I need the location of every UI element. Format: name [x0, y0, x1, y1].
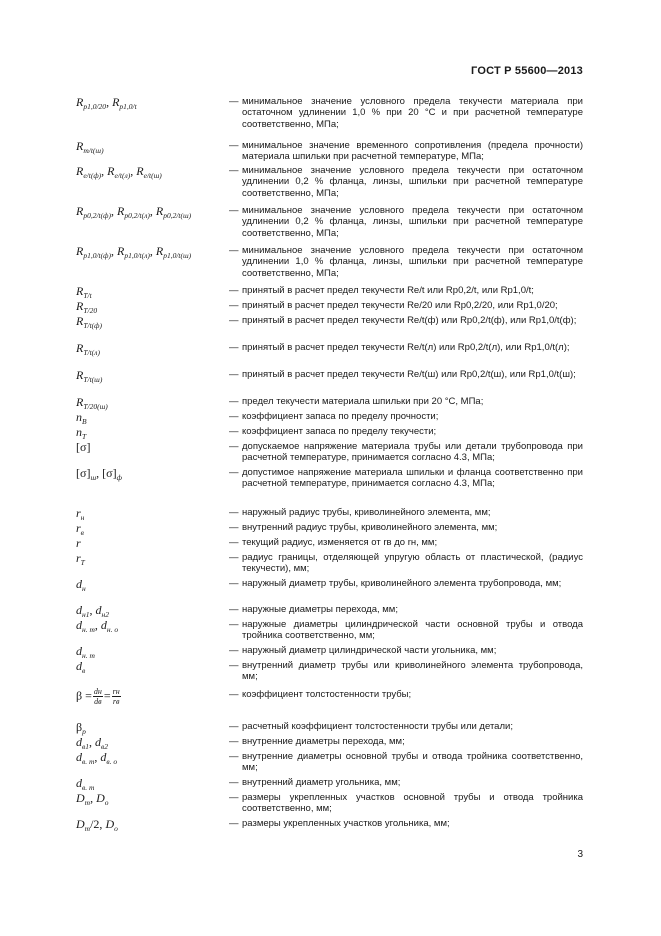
definition-dash: — [229, 721, 239, 732]
definition-dash: — [229, 441, 239, 452]
definition-description: радиус границы, отделяющей упругую область от пластической, (радиус текучести), мм; [242, 552, 583, 575]
symbol-base: D [76, 817, 85, 831]
symbol-base: d [76, 603, 82, 617]
symbol-subscript: T/t(ф) [83, 321, 103, 330]
symbol-subscript: p1,0/t(л) [124, 251, 150, 260]
definition-description: размеры укрепленных участков основной трубы и отвода тройника соответственно, мм; [242, 792, 583, 815]
definition-symbol [76, 95, 226, 111]
symbol-base: R [76, 368, 84, 382]
definition-dash: — [229, 552, 239, 563]
symbol-subscript: т [84, 824, 91, 833]
symbol-subscript: ф [116, 473, 122, 482]
fraction-denominator: rв [112, 697, 120, 706]
symbol-subscript: в2 [101, 742, 109, 751]
definition-symbol [76, 791, 226, 807]
symbol-subscript: в. т [82, 783, 95, 792]
definition-dash: — [229, 660, 239, 671]
definition-symbol [76, 368, 226, 384]
symbol-base: D [76, 791, 85, 805]
definition-description: допустимое напряжение материала шпильки и фланца соответственно при расчетной температуре, принимается согласно 4.3, МПа; [242, 467, 583, 490]
symbol-separator: , [149, 244, 156, 258]
definition-dash: — [229, 342, 239, 353]
definition-symbol [76, 466, 226, 482]
symbol-base: d [76, 776, 82, 790]
symbol-subscript: в1 [82, 742, 90, 751]
symbol-base: R [76, 244, 84, 258]
symbol-base: R [76, 341, 84, 355]
symbol-separator: , [96, 466, 103, 480]
symbol-subscript: в. т [82, 757, 95, 766]
definition-dash: — [229, 751, 239, 762]
definition-dash: — [229, 645, 239, 656]
symbol-subscript: p1,0/20 [83, 102, 107, 111]
definition-symbol [76, 204, 226, 220]
definition-description: минимальное значение условного предела текучести при остаточном удлинении 1,0 % фланца, линзы, шпильки при расчетной температуре соответственно, МПа; [242, 245, 583, 279]
definition-symbol [76, 776, 226, 792]
symbol-base: d [76, 618, 82, 632]
symbol-base: R [76, 395, 84, 409]
symbol-base: [σ] [76, 466, 91, 480]
symbol-base: R [136, 164, 144, 178]
symbol-base: d [100, 750, 107, 764]
definition-dash: — [229, 792, 239, 803]
symbol-separator: , [130, 164, 137, 178]
definition-symbol [76, 750, 226, 766]
definition-symbol [76, 244, 226, 260]
symbol-base: n [76, 410, 82, 424]
symbol-base: R [112, 95, 120, 109]
definition-dash: — [229, 96, 239, 107]
definition-description: текущий радиус, изменяется от rв до rн, мм; [242, 537, 438, 548]
symbol-subscript: T [82, 432, 87, 441]
definition-description: коэффициент запаса по пределу прочности; [242, 411, 439, 422]
page-number: 3 [577, 849, 583, 860]
symbol-subscript: p1,0/t(ф) [83, 251, 111, 260]
definition-symbol [76, 551, 226, 567]
definition-description: коэффициент толстостенности трубы; [242, 689, 412, 700]
symbol-base: R [76, 164, 84, 178]
symbol-subscript: e/t(ф) [83, 171, 102, 180]
symbol-base: d [100, 618, 107, 632]
symbol-subscript: B [82, 417, 87, 426]
definition-symbol [76, 687, 226, 706]
symbol-subscript: m/t(ш) [83, 146, 104, 155]
definition-symbol [76, 618, 226, 634]
symbol-subscript: о [104, 798, 109, 807]
definition-dash: — [229, 467, 239, 478]
formula-lhs: β = [76, 688, 92, 703]
definition-symbol [76, 164, 226, 180]
definition-description: принятый в расчет предел текучести Re/t(ш) или Rp0,2/t(ш), или Rp1,0/t(ш); [242, 369, 576, 380]
symbol-base: D [96, 791, 105, 805]
symbol-base: R [76, 284, 84, 298]
definition-description: коэффициент запаса по пределу текучести; [242, 426, 437, 437]
definition-dash: — [229, 818, 239, 829]
definition-symbol [76, 644, 226, 660]
symbol-base: R [116, 244, 125, 258]
definition-dash: — [229, 140, 239, 151]
definition-description: внутренний радиус трубы, криволинейного элемента, мм; [242, 522, 498, 533]
fraction-diameters [93, 687, 103, 706]
symbol-base: R [76, 204, 84, 218]
fraction-denominator: dв [94, 697, 102, 706]
symbol-separator: , [89, 735, 96, 749]
definition-symbol [76, 521, 226, 537]
symbol-subscript: н [80, 513, 85, 522]
symbol-subscript: p0,2/t(л) [124, 211, 150, 220]
symbol-subscript: e/t(л) [114, 171, 131, 180]
symbol-base: d [76, 750, 82, 764]
definition-symbol [76, 577, 226, 593]
definition-description: наружные диаметры цилиндрической части основной трубы и отвода тройника соответственно, мм; [242, 619, 583, 642]
definition-symbol [76, 720, 226, 736]
symbol-subscript: p1,0/t [119, 102, 137, 111]
definition-symbol [76, 506, 226, 522]
definition-description: минимальное значение условного предела текучести материала при остаточном удлинении 1,0 % при 20 °С и при расчетной температуре соответственно, МПа; [242, 96, 583, 130]
symbol-subscript: т [84, 798, 91, 807]
symbol-base: [σ] [76, 440, 91, 454]
definition-description: наружные диаметры перехода, мм; [242, 604, 398, 615]
symbol-base: r [76, 536, 81, 550]
definition-symbol [76, 441, 226, 453]
symbol-base: r [76, 521, 81, 535]
definition-description: внутренний диаметр трубы или криволинейного элемента трубопровода, мм; [242, 660, 583, 683]
symbol-subscript: н. т [82, 625, 95, 634]
symbol-base: r [76, 506, 81, 520]
definition-description: минимальное значение условного предела текучести при остаточном удлинении 0,2 % фланца, линзы, шпильки при расчетной температуре соответственно, МПа; [242, 165, 583, 199]
definition-description: наружный диаметр трубы, криволинейного элемента трубопровода, мм; [242, 578, 562, 589]
definition-symbol [76, 425, 226, 441]
definition-dash: — [229, 426, 239, 437]
definition-description: размеры укрепленных участков угольника, мм; [242, 818, 450, 829]
symbol-base: r [76, 551, 81, 565]
symbol-separator: /2, [90, 817, 106, 831]
symbol-base: d [76, 577, 82, 591]
definition-symbol [76, 817, 226, 833]
symbol-base: d [76, 644, 82, 658]
definition-symbol [76, 395, 226, 411]
symbol-subscript: T/t(л) [83, 348, 100, 357]
symbol-separator: , [149, 204, 156, 218]
definition-symbol [76, 139, 226, 155]
definition-description: наружный радиус трубы, криволинейного элемента, мм; [242, 507, 491, 518]
definition-description: принятый в расчет предел текучести Re/t(л) или Rp0,2/t(л), или Rp1,0/t(л); [242, 342, 570, 353]
symbol-subscript: T/t [83, 291, 92, 300]
symbol-base: d [76, 659, 82, 673]
symbol-base: R [76, 139, 84, 153]
definition-description: наружный диаметр цилиндрической части угольника, мм; [242, 645, 497, 656]
symbol-base: R [76, 314, 84, 328]
symbol-separator: , [94, 618, 101, 632]
symbol-base: n [76, 425, 82, 439]
definition-description: предел текучести материала шпильки при 20 °С, МПа; [242, 396, 484, 407]
symbol-base: d [95, 603, 102, 617]
symbol-base: d [76, 735, 82, 749]
definition-dash: — [229, 300, 239, 311]
symbol-subscript: р [82, 727, 86, 736]
symbol-subscript: p1,0/t(ш) [163, 251, 192, 260]
definition-dash: — [229, 315, 239, 326]
definition-symbol [76, 299, 226, 315]
definition-symbol [76, 341, 226, 357]
symbol-subscript: н. т [82, 651, 95, 660]
symbol-base: R [155, 244, 164, 258]
definition-symbol [76, 314, 226, 330]
definition-symbol [76, 284, 226, 300]
symbol-separator: , [101, 164, 108, 178]
definition-symbol [76, 537, 226, 549]
definition-dash: — [229, 411, 239, 422]
symbol-base: d [95, 735, 102, 749]
definition-dash: — [229, 285, 239, 296]
definition-description: внутренние диаметры основной трубы и отвода тройника соответственно, мм; [242, 751, 583, 774]
definition-dash: — [229, 245, 239, 256]
definition-description: минимальное значение условного предела текучести при остаточном удлинении 0,2 % фланца, линзы, шпильки при расчетной температуре соответственно, МПа; [242, 205, 583, 239]
symbol-base: β [76, 720, 83, 734]
definition-symbol [76, 659, 226, 675]
document-header: ГОСТ Р 55600—2013 [471, 65, 583, 77]
definition-dash: — [229, 205, 239, 216]
definition-dash: — [229, 777, 239, 788]
definition-description: допускаемое напряжение материала трубы или детали трубопровода при расчетной температуре, принимается согласно 4.3, МПа; [242, 441, 583, 464]
symbol-base: D [105, 817, 115, 831]
definition-dash: — [229, 604, 239, 615]
symbol-separator: , [89, 603, 96, 617]
fraction-numerator: dн [93, 687, 102, 696]
definition-symbol [76, 735, 226, 751]
symbol-subscript: p0,2/t(ф) [83, 211, 111, 220]
symbol-subscript: T [80, 558, 85, 567]
symbol-subscript: T/20(ш) [83, 402, 108, 411]
symbol-subscript: в [82, 666, 86, 675]
symbol-subscript: н1 [82, 610, 90, 619]
definition-description: принятый в расчет предел текучести Re/t или Rp0,2/t, или Rp1,0/t; [242, 285, 534, 296]
symbol-subscript: н [82, 584, 86, 593]
symbol-base: R [107, 164, 115, 178]
symbol-subscript: в. о [106, 757, 118, 766]
symbol-separator: , [106, 95, 113, 109]
symbol-subscript: ш [90, 473, 97, 482]
fraction-numerator: rн [112, 687, 120, 696]
symbol-base: R [76, 299, 84, 313]
definition-dash: — [229, 507, 239, 518]
definition-dash: — [229, 396, 239, 407]
symbol-subscript: н2 [101, 610, 109, 619]
formula-equals: = [103, 688, 111, 703]
definition-dash: — [229, 165, 239, 176]
definition-description: внутренние диаметры перехода, мм; [242, 736, 405, 747]
definition-description: принятый в расчет предел текучести Re/t(ф) или Rp0,2/t(ф), или Rp1,0/t(ф); [242, 315, 577, 326]
definition-description: внутренний диаметр угольника, мм; [242, 777, 401, 788]
fraction-radii [112, 687, 121, 706]
symbol-subscript: о [114, 824, 118, 833]
symbol-base: [σ] [102, 466, 117, 480]
definition-dash: — [229, 522, 239, 533]
definition-dash: — [229, 537, 239, 548]
symbol-subscript: e/t(ш) [143, 171, 162, 180]
definition-dash: — [229, 619, 239, 630]
symbol-separator: , [110, 244, 117, 258]
symbol-separator: , [90, 791, 97, 805]
definition-dash: — [229, 736, 239, 747]
definition-dash: — [229, 578, 239, 589]
symbol-subscript: н. о [106, 625, 119, 634]
definition-description: расчетный коэффициент толстостенности трубы или детали; [242, 721, 513, 732]
definition-symbol [76, 410, 226, 426]
definition-description: минимальное значение временного сопротивления (предела прочности) материала шпильки при расчетной температуре, МПа; [242, 140, 583, 163]
symbol-separator: , [110, 204, 117, 218]
symbol-base: R [155, 204, 164, 218]
symbol-base: R [116, 204, 125, 218]
definition-description: принятый в расчет предел текучести Re/20 или Rp0,2/20, или Rp1,0/20; [242, 300, 558, 311]
symbol-separator: , [94, 750, 101, 764]
symbol-subscript: T/t(ш) [83, 375, 103, 384]
definition-dash: — [229, 369, 239, 380]
definition-symbol [76, 603, 226, 619]
symbol-subscript: T/20 [83, 306, 98, 315]
symbol-subscript: p0,2/t(ш) [163, 211, 192, 220]
symbol-base: R [76, 95, 84, 109]
symbol-subscript: в [80, 528, 84, 537]
definition-dash: — [229, 689, 239, 700]
